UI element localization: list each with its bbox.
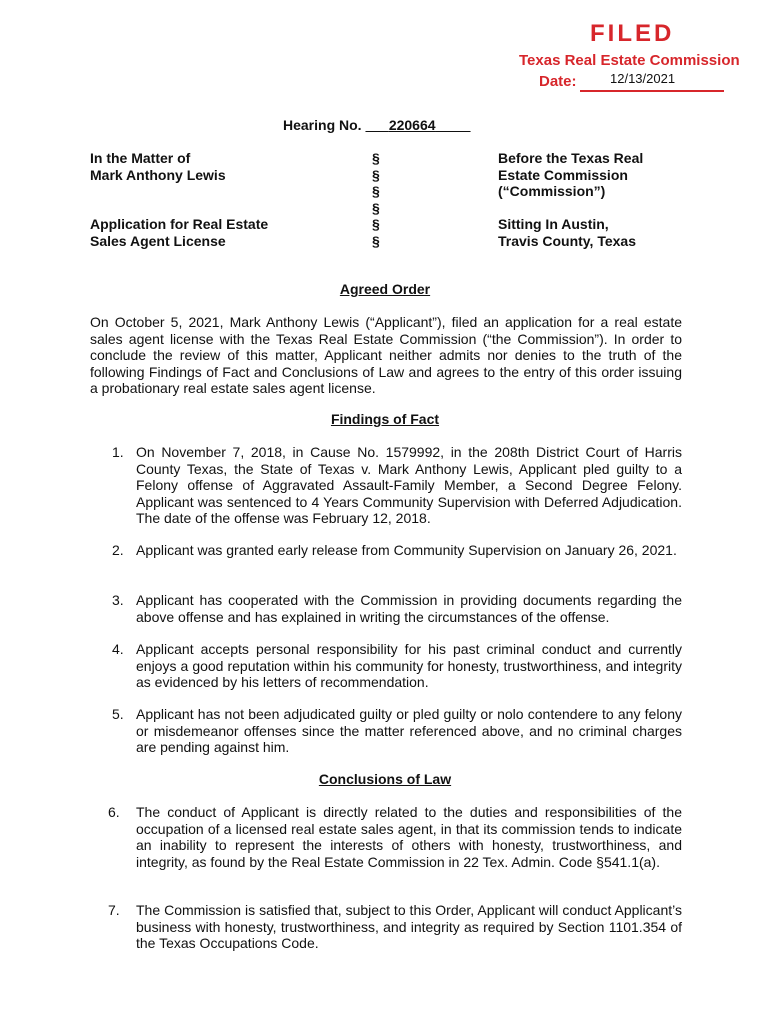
finding-item: [90, 444, 682, 527]
item-number: 6.: [108, 804, 120, 820]
findings-heading: Findings of Fact: [330, 411, 440, 427]
caption-estate-commission: Estate Commission: [498, 166, 628, 183]
item-number: 1.: [112, 444, 124, 460]
caption-name: Mark Anthony Lewis: [90, 166, 226, 183]
section-symbol: §: [372, 150, 380, 166]
item-number: 5.: [112, 706, 124, 722]
caption-matter: In the Matter of: [90, 150, 191, 166]
item-number: 2.: [112, 542, 124, 558]
stamp-commission-text: Texas Real Estate Commission: [519, 52, 740, 69]
item-text: The conduct of Applicant is directly related to the duties and responsibilities of the occupation of a licensed real estate sales agent, in that its commission tends to indicate an inability to represent the interests of others with honesty, trustworthiness, and integrity, as found by the Real Estate Commission in 22 Tex. Admin. Code §541.1(a).: [136, 804, 682, 870]
caption-county: Travis County, Texas: [498, 232, 636, 249]
caption-license: Sales Agent License: [90, 232, 226, 249]
conclusions-heading: Conclusions of Law: [318, 771, 452, 787]
caption-application: Application for Real Estate: [90, 216, 269, 232]
caption-left: [90, 150, 268, 249]
section-symbol: §: [372, 232, 380, 249]
finding-item: [90, 592, 682, 625]
item-text: Applicant has cooperated with the Commission in providing documents regarding the above offense and has explained in writing the circumstances of the offense.: [136, 592, 682, 625]
item-number: 3.: [112, 592, 124, 608]
item-text: The Commission is satisfied that, subject to this Order, Applicant will conduct Applicant’s business with honesty, trustworthiness, and integrity as required by Section 1101.354 of the Texas Occupations Code.: [136, 902, 682, 951]
stamp-date-underline: [580, 90, 724, 92]
caption-section-symbols: [372, 150, 380, 249]
section-symbol: §: [372, 199, 380, 216]
section-symbol: §: [372, 183, 380, 199]
hearing-label: Hearing No.: [283, 117, 362, 133]
stamp-date-value: 12/13/2021: [610, 71, 676, 86]
finding-item: [90, 542, 682, 559]
conclusion-item: [90, 902, 682, 952]
item-text: Applicant accepts personal responsibility for his past criminal conduct and currently enjoys a good reputation within his community for honesty, trustworthiness, and integrity as evidenced by his letters of recommendation.: [136, 641, 682, 690]
item-number: 7.: [108, 902, 120, 918]
hearing-number: 220664: [388, 117, 436, 133]
agreed-order-paragraph: On October 5, 2021, Mark Anthony Lewis (“Applicant”), filed an application for a real estate sales agent license with the Texas Real Estate Commission (“the Commission”). In order to conclude the review of this matter, Applicant neither admits nor denies to the truth of the following Findings of Fact and Conclusions of Law and agrees to the entry of this order issuing a probationary real estate sales agent license.: [90, 314, 682, 396]
caption-commission-abbrev: (“Commission”): [498, 183, 606, 199]
section-symbol: §: [372, 166, 380, 183]
item-text: Applicant was granted early release from Community Supervision on January 26, 2021.: [136, 542, 677, 558]
caption-sitting: Sitting In Austin,: [498, 216, 609, 232]
finding-item: [90, 706, 682, 756]
stamp-filed-text: FILED: [590, 20, 675, 47]
item-number: 4.: [112, 641, 124, 657]
caption-right: [498, 150, 643, 249]
stamp-date-label: Date:: [539, 73, 577, 90]
agreed-order-heading: Agreed Order: [339, 281, 431, 297]
conclusion-item: [90, 804, 682, 870]
hearing-number-line: [283, 117, 471, 133]
item-text: Applicant has not been adjudicated guilty or pled guilty or nolo contendere to any felony or misdemeanor offenses since the matter referenced above, and no criminal charges are pending against him.: [136, 706, 682, 755]
item-text: On November 7, 2018, in Cause No. 1579992, in the 208th District Court of Harris County Texas, the State of Texas v. Mark Anthony Lewis, Applicant pled guilty to a Felony offense of Aggravated Assault-Family Member, a Second Degree Felony. Applicant was sentenced to 4 Years Community Supervision with Deferred Adjudication. The date of the offense was February 12, 2018.: [136, 444, 682, 526]
finding-item: [90, 641, 682, 691]
caption-before: Before the Texas Real: [498, 150, 644, 166]
section-symbol: §: [372, 216, 380, 232]
